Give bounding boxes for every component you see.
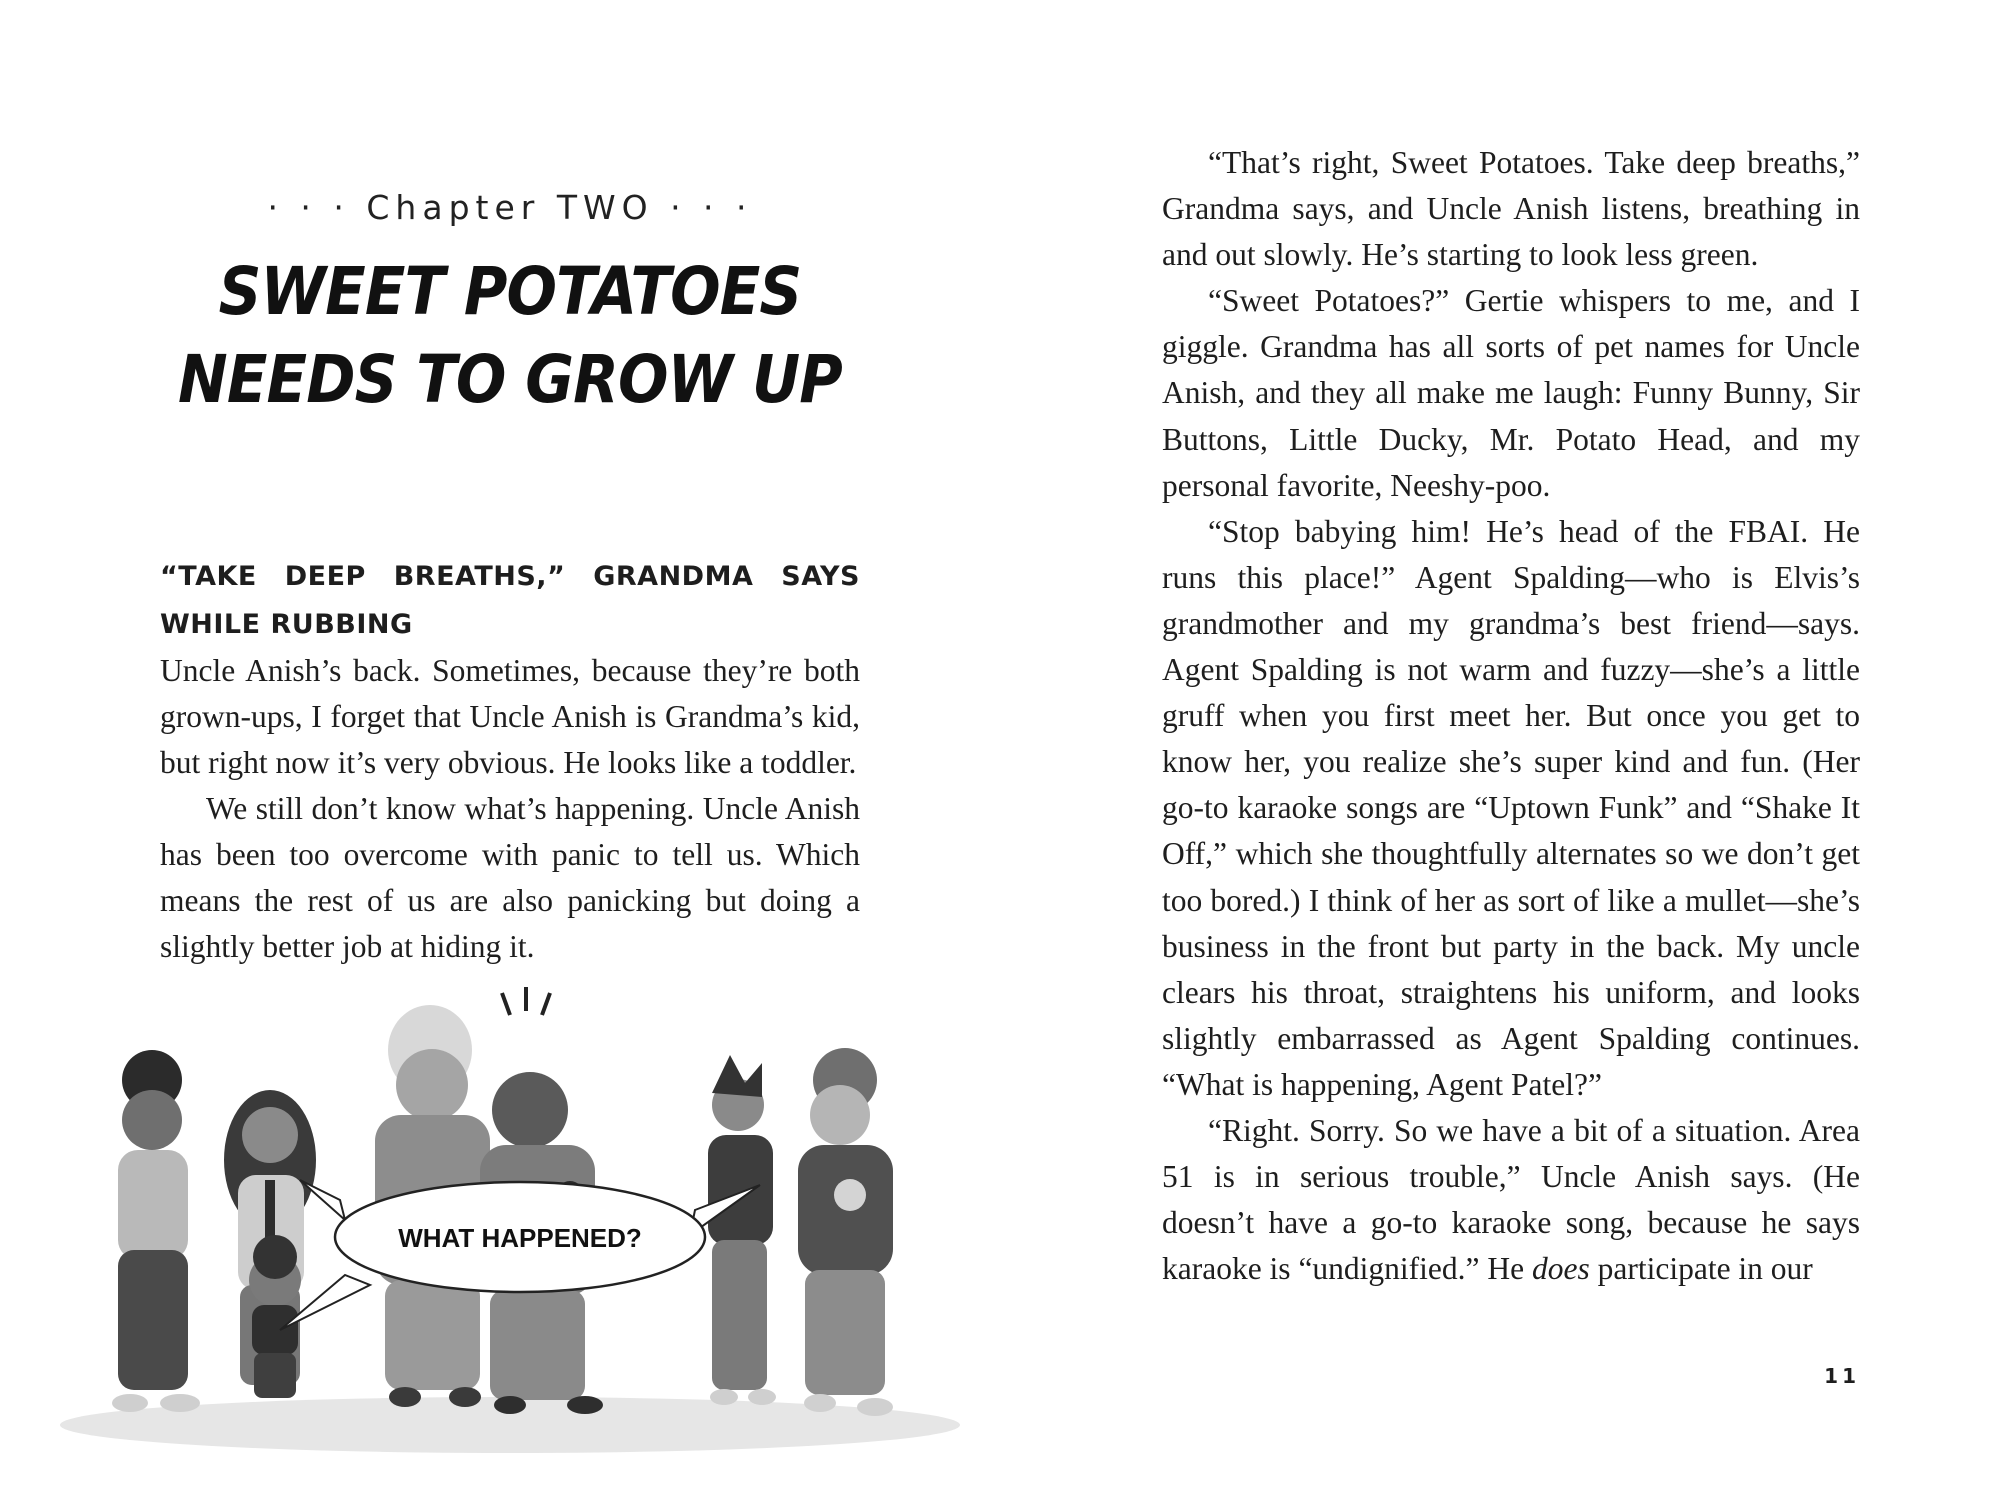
older-boy-figure <box>798 1048 893 1416</box>
paragraph-text: “Right. Sorry. So we have a bit of a situation. Area 51 is in serious trouble,” Uncle Anish says. (He doesn’t have a go-to karaoke song, because he says karaoke is “undignified.” He <box>1162 1112 1860 1287</box>
body-paragraph: “Sweet Potatoes?” Gertie whispers to me, and I giggle. Grandma has all sorts of pet names for Uncle Anish, and they all make me laugh: Funny Bunny, Sir Buttons, Little Ducky, Mr. Potato Head, and my personal favorite, Neeshy-poo. <box>1162 283 1860 503</box>
chapter-label: · · · Chapter TWO · · · <box>267 188 753 227</box>
speech-bubble-text: WHAT HAPPENED? <box>398 1223 642 1253</box>
right-page <box>1000 0 2000 1500</box>
chapter-title <box>177 248 843 424</box>
boy-figure <box>708 1055 776 1405</box>
body-paragraph: “Stop babying him! He’s head of the FBAI. He runs this place!” Agent Spalding—who is Elvis’s grandmother and my grandma’s best friend—says. Agent Spalding is not warm and fuzzy—she’s a little gruff when you first meet her. But once you get to know her, you realize she’s super kind and fun. (Her go-to karaoke songs are “Uptown Funk” and “Shake It Off,” which she thoughtfully alternates so we don’t get too bored.) I think of her as sort of like a mullet—she’s business in the front but party in the back. My uncle clears his throat, straightens his uniform, and looks slightly embarrassed as Agent Spalding continues. “What is happening, Agent Patel?” <box>1162 513 1860 1102</box>
paragraph-text: Uncle Anish’s back. Sometimes, because they’re both grown-ups, I forget that Uncle Anish is Grandma’s kid, but right now it’s very obvious. He looks like a toddler. <box>160 653 860 780</box>
paragraph-text: participate in our <box>1589 1251 1813 1287</box>
girl-with-glasses-figure <box>112 1050 200 1412</box>
body-paragraph: We still don’t know what’s happening. Uncle Anish has been too overcome with panic to tell us. Which means the rest of us are also panicking but doing a slightly better job at hiding it. <box>160 791 860 964</box>
body-paragraph <box>160 552 860 786</box>
chapter-illustration <box>40 985 1000 1465</box>
group-characters-illustration <box>40 985 1000 1465</box>
body-paragraph: “That’s right, Sweet Potatoes. Take deep breaths,” Grandma says, and Uncle Anish listens, breathing in and out slowly. He’s starting to look less green. <box>1162 145 1860 273</box>
page-number: 11 <box>1824 1364 1860 1388</box>
small-child-figure <box>249 1235 301 1398</box>
chapter-title-line-1: SWEET POTATOES <box>218 253 802 330</box>
lead-in-caps: “TAKE DEEP BREATHS,” GRANDMA SAYS WHILE RUBBING <box>160 561 860 640</box>
right-body-text <box>1162 140 1860 1292</box>
italic-word: does <box>1532 1251 1590 1287</box>
body-paragraph <box>1162 1108 1860 1292</box>
chapter-title-line-2: NEEDS TO GROW UP <box>178 341 842 418</box>
chapter-body-text <box>160 552 860 970</box>
